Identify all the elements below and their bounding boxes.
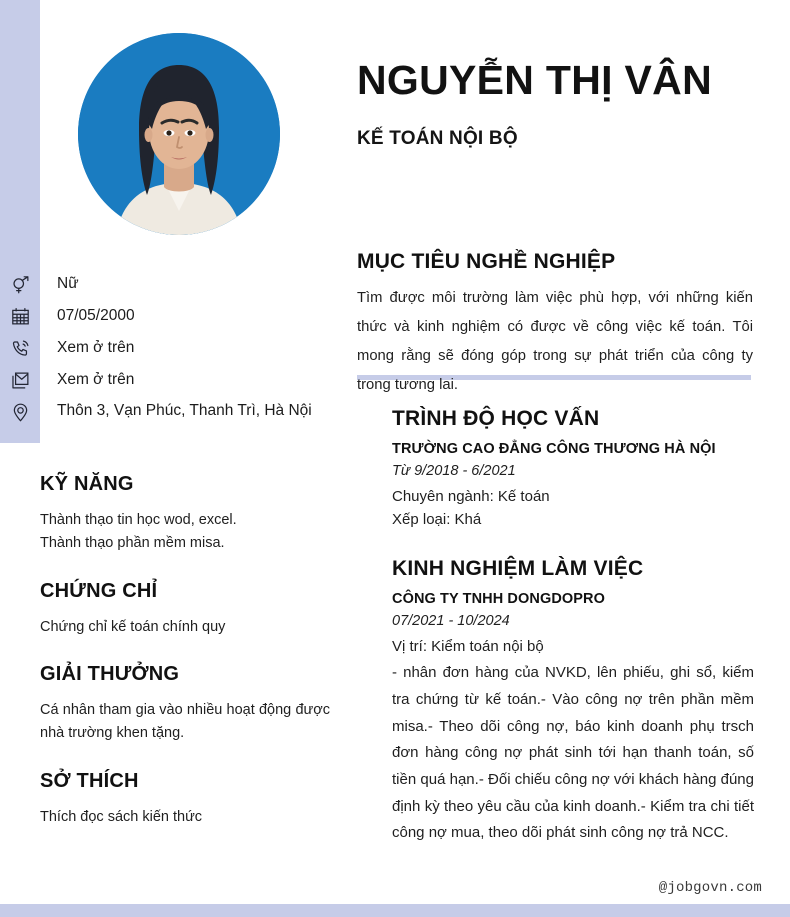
section-education (392, 407, 754, 532)
objective-text: Tìm được môi trường làm việc phù hợp, với những kiến thức và kinh nghiệm có được về công việc kế toán. Tôi mong rằng sẽ đóng góp trong sự phát triển của công ty trong tương lai. (357, 290, 753, 393)
contact-row-birthdate (0, 300, 340, 332)
experience-position: Vị trí: Kiểm toán nội bộ (392, 638, 544, 655)
section-heading: SỞ THÍCH (40, 770, 139, 792)
section-heading: TRÌNH ĐỘ HỌC VẤN (392, 407, 600, 430)
education-dates: Từ 9/2018 - 6/2021 (392, 463, 516, 479)
section-heading: MỤC TIÊU NGHỀ NGHIỆP (357, 250, 616, 273)
contact-row-phone (0, 332, 340, 364)
calendar-icon (0, 300, 40, 332)
bottom-accent-band (0, 904, 790, 917)
education-grade: Xếp loại: Khá (392, 511, 482, 529)
contact-value: 07/05/2000 (57, 307, 135, 324)
section-heading: KINH NGHIỆM LÀM VIỆC (392, 557, 644, 580)
certificate-line: Chứng chỉ kế toán chính quy (40, 619, 226, 635)
phone-icon (0, 332, 40, 364)
gender-icon (0, 268, 40, 300)
contact-row-gender (0, 268, 340, 300)
hobby-line: Thích đọc sách kiến thức (40, 809, 203, 825)
location-icon (0, 396, 40, 428)
portrait-photo-illustration (78, 33, 280, 235)
section-awards (40, 663, 330, 746)
page-title: NGUYỄN THỊ VÂN (357, 57, 713, 103)
watermark: @jobgovn.com (658, 880, 762, 896)
contact-row-email (0, 364, 340, 396)
section-heading: KỸ NĂNG (40, 473, 134, 495)
section-certificates (40, 580, 330, 639)
job-title: KẾ TOÁN NỘI BỘ (357, 128, 518, 149)
contact-row-address (0, 396, 340, 428)
experience-dates: 07/2021 - 10/2024 (392, 613, 510, 629)
contact-value: Xem ở trên (57, 371, 135, 388)
skill-line: Thành thạo phần mềm misa. (40, 535, 225, 552)
contact-list (0, 268, 340, 428)
section-work-experience (392, 557, 754, 847)
school-name: TRƯỜNG CAO ĐẲNG CÔNG THƯƠNG HÀ NỘI (392, 441, 716, 457)
section-heading: GIẢI THƯỞNG (40, 663, 180, 685)
section-hobbies (40, 770, 330, 829)
skill-line: Thành thạo tin học wod, excel. (40, 512, 237, 528)
avatar (78, 33, 280, 235)
section-career-objective (357, 250, 753, 399)
email-icon (0, 364, 40, 396)
contact-value: Thôn 3, Vạn Phúc, Thanh Trì, Hà Nội (57, 402, 312, 419)
education-major: Chuyên ngành: Kế toán (392, 488, 550, 505)
section-skills (40, 473, 330, 556)
contact-value: Xem ở trên (57, 339, 135, 356)
contact-value: Nữ (57, 275, 79, 292)
experience-description: - nhân đơn hàng của NVKD, lên phiếu, ghi sổ, kiểm tra chứng từ kế toán.- Vào công nợ trên phần mềm misa.- Theo dõi công nợ, báo kinh doanh phụ trsch đơn hàng công nợ phát sinh tới hạn thanh toán, số tiền quá hạn.- Đối chiếu công nợ với khách hàng đúng định kỳ theo yêu cầu của kinh doanh.- Kiểm tra chi tiết công nợ mua, theo dõi phát sinh công nợ trả NCC. (392, 664, 754, 842)
award-line: Cá nhân tham gia vào nhiều hoạt động được nhà trường khen tặng. (40, 702, 330, 742)
section-heading: CHỨNG CHỈ (40, 580, 158, 602)
company-name: CÔNG TY TNHH DONGDOPRO (392, 591, 605, 607)
